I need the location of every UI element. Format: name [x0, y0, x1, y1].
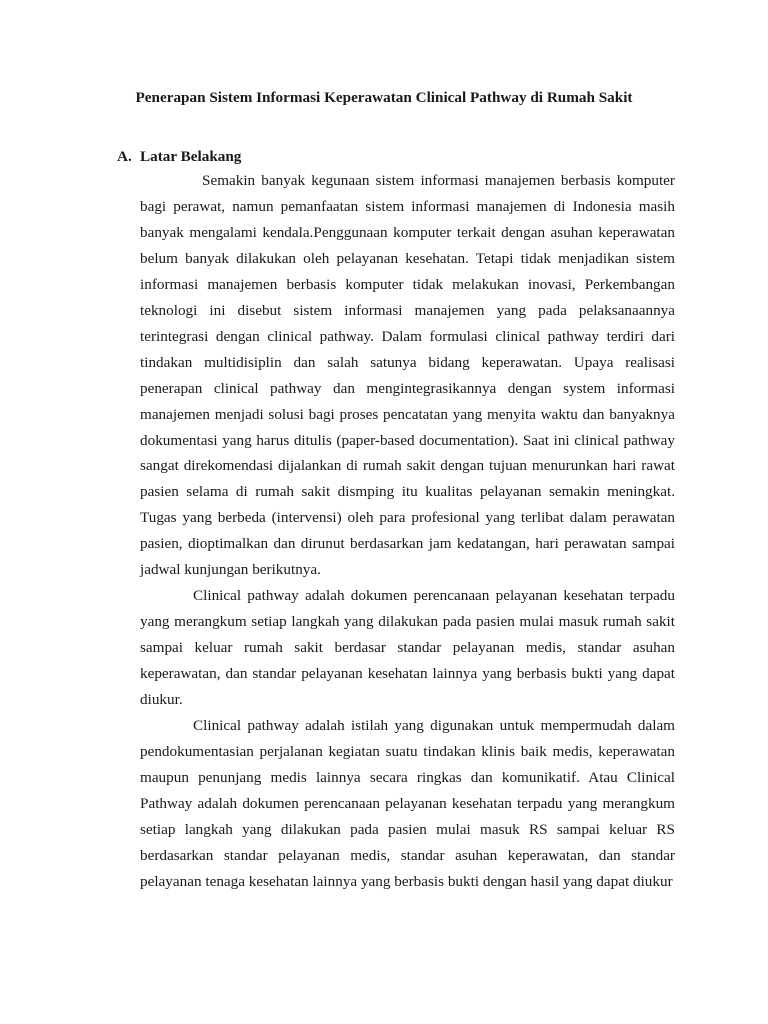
- document-title: Penerapan Sistem Informasi Keperawatan Clinical Pathway di Rumah Sakit: [135, 89, 633, 106]
- paragraph-1: Semakin banyak kegunaan sistem informasi manajemen berbasis komputer bagi perawat, namun pemanfaatan sistem informasi manajemen di Indonesia masih banyak mengalami kendala.Penggunaan komputer terkait dengan asuhan keperawatan belum banyak dilakukan oleh pelayanan kesehatan. Tetapi tidak menjadikan sistem informasi manajemen berbasis komputer tidak melakukan inovasi, Perkembangan teknologi ini disebut sistem informasi manajemen yang pada pelaksanaannya terintegrasi dengan clinical pathway. Dalam formulasi clinical pathway terdiri dari tindakan multidisiplin dan salah satunya bidang keperawatan. Upaya realisasi penerapan clinical pathway dan mengintegrasikannya dengan system informasi manajemen menjadi solusi bagi proses pencatatan yang menyita waktu dan banyaknya dokumentasi yang harus ditulis (paper-based documentation). Saat ini clinical pathway sangat direkomendasi dijalankan di rumah sakit dengan tujuan menurunkan hari rawat pasien selama di rumah sakit dismping itu kualitas pelayanan semakin meningkat. Tugas yang berbeda (intervensi) oleh para profesional yang terlibat dalam perawatan pasien, dioptimalkan dan dirunut berdasarkan jam kedatangan, hari perawatan sampai jadwal kunjungan berikutnya.: [140, 172, 675, 579]
- section-heading-text: Latar Belakang: [140, 148, 242, 165]
- section-heading: [117, 147, 241, 167]
- section-body: [140, 168, 675, 895]
- paragraph-3: Clinical pathway adalah istilah yang digunakan untuk mempermudah dalam pendokumentasian perjalanan kegiatan suatu tindakan klinis baik medis, keperawatan maupun penunjang medis lainnya secara ringkas dan komunikatif. Atau Clinical Pathway adalah dokumen perencanaan pelayanan kesehatan terpadu yang merangkum setiap langkah yang dilakukan pada pasien mulai masuk RS sampai keluar RS berdasarkan standar pelayanan medis, standar asuhan keperawatan, dan standar pelayanan tenaga kesehatan lainnya yang berbasis bukti dengan hasil yang dapat diukur: [140, 717, 675, 890]
- paragraph-2: Clinical pathway adalah dokumen perencanaan pelayanan kesehatan terpadu yang merangkum setiap langkah yang dilakukan pada pasien mulai masuk rumah sakit sampai keluar rumah sakit berdasar standar pelayanan medis, standar asuhan keperawatan, dan standar pelayanan kesehatan lainnya yang berbasis bukti yang dapat diukur.: [140, 587, 675, 709]
- section-marker: A.: [117, 148, 132, 165]
